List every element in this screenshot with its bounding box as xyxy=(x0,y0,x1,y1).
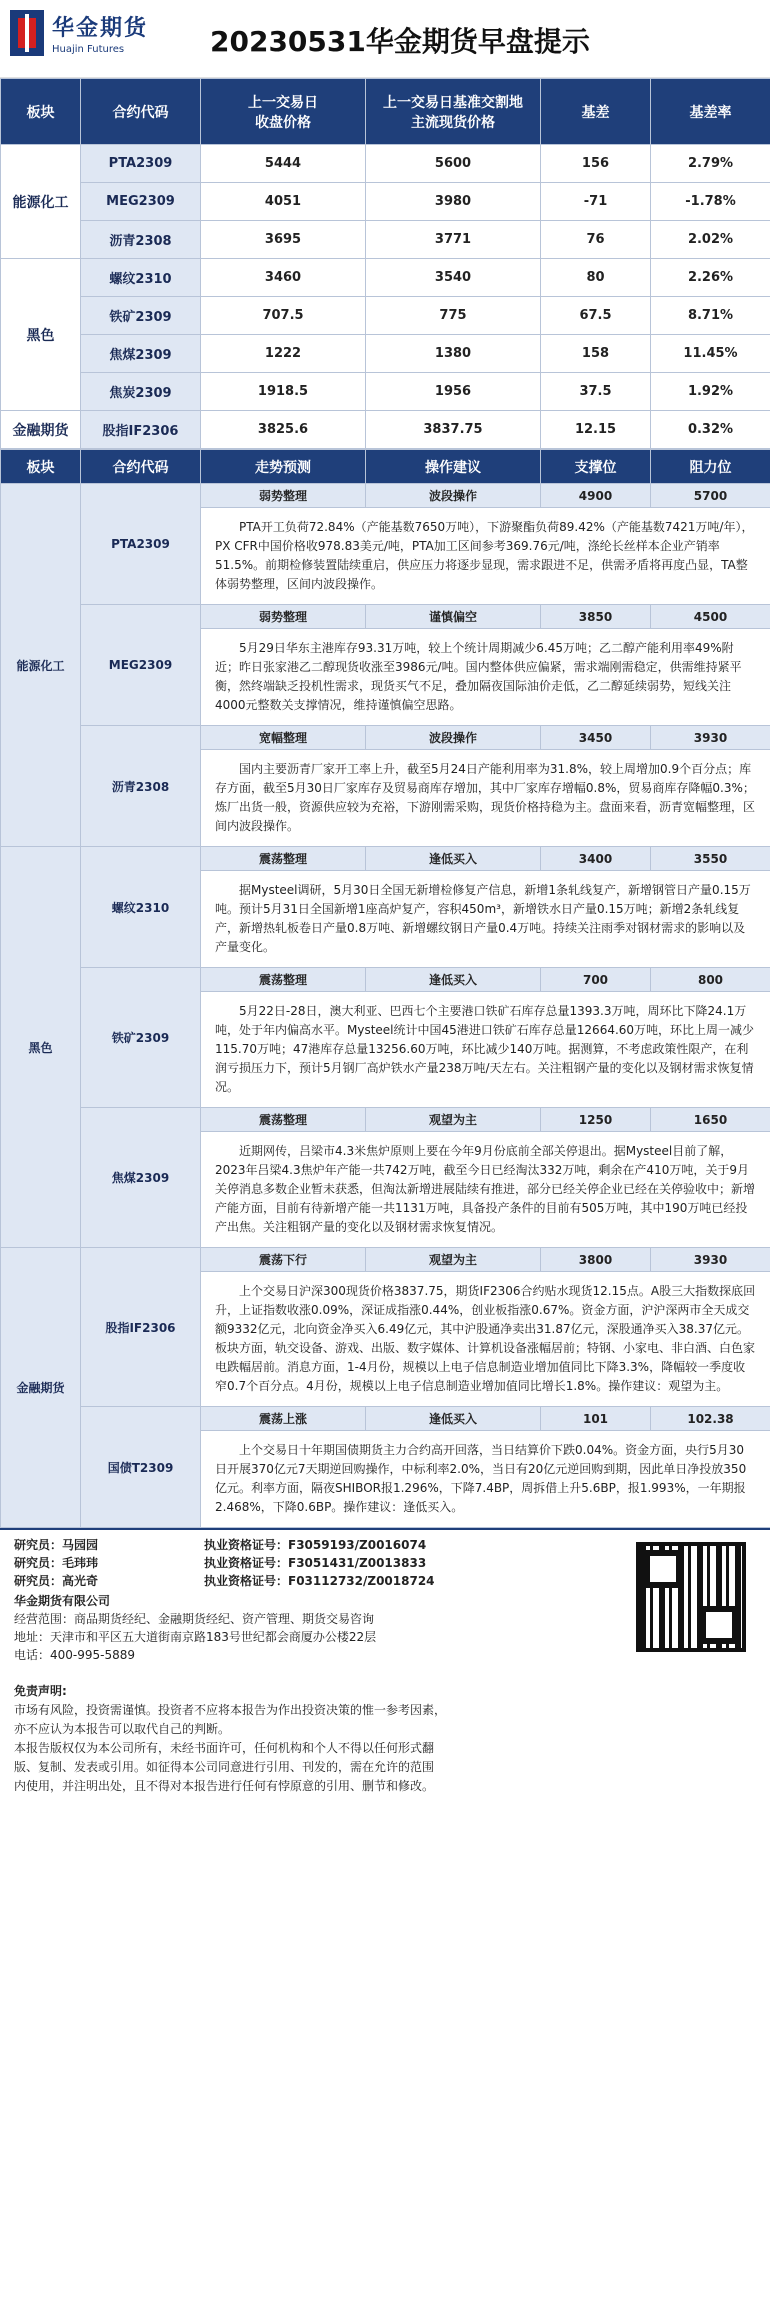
support-cell: 4900 xyxy=(541,484,651,508)
sector-cell: 金融期货 xyxy=(1,411,81,449)
spot-cell: 1380 xyxy=(366,335,541,373)
advice-strip-row xyxy=(1,847,770,871)
col-header: 板块 xyxy=(1,79,81,145)
trend-cell: 弱势整理 xyxy=(201,605,366,629)
advice-cell: 逢低买入 xyxy=(366,847,541,871)
analysis-text: 据Mysteel调研，5月30日全国无新增检修复产信息，新增1条轧线复产，新增钢管日产量0.15万吨。预计5月31日全国新增1座高炉复产，容积450m³，新增铁水日产量0.15万吨；新增2条轧线复产，新增热轧板卷日产量0.8万吨、新增螺纹钢日产量0.4万吨。持续关注雨季对钢材需求的影响以及产量变化。 xyxy=(201,871,770,968)
code-cell: 股指IF2306 xyxy=(81,411,201,449)
contract-code-cell: 螺纹2310 xyxy=(81,847,201,968)
support-cell: 700 xyxy=(541,968,651,992)
sector-cell: 黑色 xyxy=(1,847,81,1248)
advice-strip-row xyxy=(1,726,770,750)
resistance-cell: 800 xyxy=(651,968,770,992)
advice-strip-row xyxy=(1,605,770,629)
advice-strip-row xyxy=(1,1248,770,1272)
basis-row xyxy=(1,335,770,373)
close-cell: 1222 xyxy=(201,335,366,373)
basis-cell: 158 xyxy=(541,335,651,373)
advice-cell: 谨慎偏空 xyxy=(366,605,541,629)
contract-code-cell: 铁矿2309 xyxy=(81,968,201,1108)
rate-cell: 2.02% xyxy=(651,221,770,259)
code-cell: PTA2309 xyxy=(81,145,201,183)
company-address: 地址：天津市和平区五大道街南京路183号世纪都会商厦办公楼22层 xyxy=(14,1630,377,1644)
researcher-row: 研究员：马园园 执业资格证号：F3059193/Z0016074 xyxy=(14,1538,427,1552)
researcher-list xyxy=(14,1536,574,1664)
advice-strip-row xyxy=(1,968,770,992)
spot-cell: 1956 xyxy=(366,373,541,411)
close-cell: 4051 xyxy=(201,183,366,221)
close-cell: 3460 xyxy=(201,259,366,297)
spot-cell: 3540 xyxy=(366,259,541,297)
support-cell: 1250 xyxy=(541,1108,651,1132)
basis-row xyxy=(1,183,770,221)
business-scope: 经营范围：商品期货经纪、金融期货经纪、资产管理、期货交易咨询 xyxy=(14,1612,375,1626)
resistance-cell: 3550 xyxy=(651,847,770,871)
support-cell: 3850 xyxy=(541,605,651,629)
basis-cell: 37.5 xyxy=(541,373,651,411)
basis-cell: 76 xyxy=(541,221,651,259)
advice-cell: 逢低买入 xyxy=(366,968,541,992)
rate-cell: 1.92% xyxy=(651,373,770,411)
disclaimer-line: 亦不应认为本报告可以取代自己的判断。 xyxy=(14,1722,231,1736)
code-cell: 螺纹2310 xyxy=(81,259,201,297)
basis-cell: 67.5 xyxy=(541,297,651,335)
rate-cell: 8.71% xyxy=(651,297,770,335)
support-cell: 3400 xyxy=(541,847,651,871)
col-header: 上一交易日基准交割地 主流现货价格 xyxy=(366,79,541,145)
disclaimer xyxy=(14,1682,756,1796)
sector-cell: 能源化工 xyxy=(1,484,81,847)
resistance-cell: 102.38 xyxy=(651,1407,770,1431)
report-title: 20230531华金期货早盘提示 xyxy=(210,25,590,58)
col-header: 基差 xyxy=(541,79,651,145)
advice-cell: 逢低买入 xyxy=(366,1407,541,1431)
support-cell: 3800 xyxy=(541,1248,651,1272)
disclaimer-line: 本报告版权仅为本公司所有，未经书面许可，任何机构和个人不得以任何形式翻 xyxy=(14,1741,435,1755)
sector-cell: 金融期货 xyxy=(1,1248,81,1528)
analysis-text: PTA开工负荷72.84%（产能基数7650万吨），下游聚酯负荷89.42%（产能基数7421万吨/年），PX CFR中国价格收978.83美元/吨，PTA加工区间参考369.76元/吨，涤纶长丝样本企业产销率51.5%。前期检修装置陆续重启，供应压力将逐步显现，需求跟进不足，供需矛盾将再度凸显，TA整体弱势整理，区间内波段操作。 xyxy=(201,508,770,605)
resistance-cell: 1650 xyxy=(651,1108,770,1132)
support-cell: 101 xyxy=(541,1407,651,1431)
col-header: 板块 xyxy=(1,450,81,484)
trend-cell: 震荡整理 xyxy=(201,968,366,992)
researcher-row: 研究员：毛玮玮 执业资格证号：F3051431/Z0013833 xyxy=(14,1556,427,1570)
researcher-row: 研究员：高光奇 执业资格证号：F03112732/Z0018724 xyxy=(14,1574,435,1588)
rate-cell: 2.79% xyxy=(651,145,770,183)
contract-code-cell: 国债T2309 xyxy=(81,1407,201,1528)
analysis-text: 5月22日-28日，澳大利亚、巴西七个主要港口铁矿石库存总量1393.3万吨，周环比下降24.1万吨，处于年内偏高水平。Mysteel统计中国45港进口铁矿石库存总量12664.60万吨，环比上周一减少115.70万吨；47港库存总量13256.60万吨，环比减少140万吨。据测算，不考虑政策性限产，在利润亏损压力下，预计5月钢厂高炉铁水产量238万吨/天左右。关注粗钢产量的变化以及钢材需求恢复情况。 xyxy=(201,992,770,1108)
col-header: 合约代码 xyxy=(81,450,201,484)
company-logo xyxy=(10,10,148,56)
logo-cn: 华金期货 xyxy=(52,16,149,41)
contract-code-cell: PTA2309 xyxy=(81,484,201,605)
advice-cell: 波段操作 xyxy=(366,726,541,750)
spot-cell: 3837.75 xyxy=(366,411,541,449)
close-cell: 707.5 xyxy=(201,297,366,335)
close-cell: 3695 xyxy=(201,221,366,259)
rate-cell: -1.78% xyxy=(651,183,770,221)
spot-cell: 775 xyxy=(366,297,541,335)
company-name: 华金期货有限公司 xyxy=(14,1594,111,1608)
code-cell: 铁矿2309 xyxy=(81,297,201,335)
sector-cell: 能源化工 xyxy=(1,145,81,259)
disclaimer-line: 内使用，并注明出处，且不得对本报告进行任何有悖原意的引用、删节和修改。 xyxy=(14,1779,435,1793)
col-header: 上一交易日 收盘价格 xyxy=(201,79,366,145)
basis-cell: 156 xyxy=(541,145,651,183)
advice-strip-row xyxy=(1,1108,770,1132)
rate-cell: 0.32% xyxy=(651,411,770,449)
spot-cell: 3771 xyxy=(366,221,541,259)
sector-cell: 黑色 xyxy=(1,259,81,411)
col-header: 基差率 xyxy=(651,79,770,145)
close-cell: 1918.5 xyxy=(201,373,366,411)
basis-table xyxy=(0,78,770,449)
basis-row xyxy=(1,221,770,259)
basis-row xyxy=(1,259,770,297)
contract-code-cell: 沥青2308 xyxy=(81,726,201,847)
col-header: 合约代码 xyxy=(81,79,201,145)
advice-table xyxy=(0,449,770,1528)
contract-code-cell: 焦煤2309 xyxy=(81,1108,201,1248)
header xyxy=(0,0,770,78)
resistance-cell: 3930 xyxy=(651,726,770,750)
trend-cell: 震荡下行 xyxy=(201,1248,366,1272)
trend-cell: 震荡上涨 xyxy=(201,1407,366,1431)
disclaimer-title: 免责声明: xyxy=(14,1684,67,1698)
analysis-text: 5月29日华东主港库存93.31万吨，较上个统计周期减少6.45万吨；乙二醇产能利用率49%附近；昨日张家港乙二醇现货收涨至3986元/吨。国内整体供应偏紧，需求端刚需稳定，供需维持紧平衡，然终端缺乏投机性需求，现货买气不足，叠加隔夜国际油价走低，乙二醇延续弱势，短线关注4000元整数关支撑情况，维持谨慎偏空思路。 xyxy=(201,629,770,726)
resistance-cell: 5700 xyxy=(651,484,770,508)
advice-strip-row xyxy=(1,484,770,508)
advice-strip-row xyxy=(1,1407,770,1431)
resistance-cell: 4500 xyxy=(651,605,770,629)
trend-cell: 宽幅整理 xyxy=(201,726,366,750)
rate-cell: 11.45% xyxy=(651,335,770,373)
col-header: 支撑位 xyxy=(541,450,651,484)
logo-en: Huajin Futures xyxy=(52,44,125,55)
basis-cell: 12.15 xyxy=(541,411,651,449)
advice-cell: 波段操作 xyxy=(366,484,541,508)
col-header: 走势预测 xyxy=(201,450,366,484)
basis-row xyxy=(1,297,770,335)
code-cell: 焦煤2309 xyxy=(81,335,201,373)
support-cell: 3450 xyxy=(541,726,651,750)
disclaimer-line: 版、复制、发表或引用。如征得本公司同意进行引用、刊发的，需在允许的范围 xyxy=(14,1760,435,1774)
analysis-text: 国内主要沥青厂家开工率上升，截至5月24日产能利用率为31.8%，较上周增加0.9个百分点；库存方面，截至5月30日厂家库存及贸易商库存增加，其中厂家库存增幅0.8%，贸易商库存降幅0.3%；炼厂出货一般，资源供应较为充裕，下游刚需采购，现货价格持稳为主。盘面来看，沥青宽幅整理，区间内波段操作。 xyxy=(201,750,770,847)
disclaimer-line: 市场有风险，投资需谨慎。投资者不应将本报告为作出投资决策的惟一参考因素， xyxy=(14,1703,447,1717)
basis-cell: -71 xyxy=(541,183,651,221)
close-cell: 5444 xyxy=(201,145,366,183)
advice-cell: 观望为主 xyxy=(366,1248,541,1272)
basis-table-header xyxy=(1,79,770,145)
contract-code-cell: 股指IF2306 xyxy=(81,1248,201,1407)
code-cell: MEG2309 xyxy=(81,183,201,221)
company-phone: 电话：400-995-5889 xyxy=(14,1648,136,1662)
code-cell: 焦炭2309 xyxy=(81,373,201,411)
contract-code-cell: MEG2309 xyxy=(81,605,201,726)
analysis-text: 近期网传，吕梁市4.3米焦炉原则上要在今年9月份底前全部关停退出。据Mysteel目前了解，2023年吕梁4.3焦炉年产能一共742万吨，截至今日已经淘汰332万吨，剩余在产410万吨，关于9月关停消息多数企业暂未获悉，但淘汰新增进展陆续有推进，部分已经关停企业已经在关停验收中；新增产能方面，目前有待新增产能一共1131万吨，具备投产条件的目前有505万吨，其中190万吨已经投产出焦。关注粗钢产量的变化以及钢材需求恢复情况。 xyxy=(201,1132,770,1248)
col-header: 阻力位 xyxy=(651,450,770,484)
qr-code-icon xyxy=(636,1542,746,1652)
spot-cell: 3980 xyxy=(366,183,541,221)
advice-table-header xyxy=(1,450,770,484)
close-cell: 3825.6 xyxy=(201,411,366,449)
rate-cell: 2.26% xyxy=(651,259,770,297)
basis-row xyxy=(1,145,770,183)
basis-cell: 80 xyxy=(541,259,651,297)
trend-cell: 震荡整理 xyxy=(201,847,366,871)
logo-mark-icon xyxy=(10,10,44,56)
col-header: 操作建议 xyxy=(366,450,541,484)
resistance-cell: 3930 xyxy=(651,1248,770,1272)
basis-row xyxy=(1,373,770,411)
trend-cell: 震荡整理 xyxy=(201,1108,366,1132)
trend-cell: 弱势整理 xyxy=(201,484,366,508)
spot-cell: 5600 xyxy=(366,145,541,183)
footer xyxy=(0,1528,770,1802)
basis-row xyxy=(1,411,770,449)
analysis-text: 上个交易日沪深300现货价格3837.75，期货IF2306合约贴水现货12.15点。A股三大指数探底回升，上证指数收涨0.09%，深证成指涨0.44%，创业板指涨0.67%。资金方面，沪沪深两市全天成交额9332亿元，北向资金净买入6.49亿元，其中沪股通净卖出31.87亿元，深股通净买入38.37亿元。板块方面，轨交设备、游戏、出版、数字媒体、计算机设备涨幅居前；特钢、小家电、非白酒、白色家电跌幅居前。消息方面，1-4月份，规模以上电子信息制造业增加值同比下降3.3%，降幅较一季度收窄0.7个百分点。4月份，规模以上电子信息制造业增加值同比增长1.8%。操作建议：观望为主。 xyxy=(201,1272,770,1407)
advice-cell: 观望为主 xyxy=(366,1108,541,1132)
analysis-text: 上个交易日十年期国债期货主力合约高开回落，当日结算价下跌0.04%。资金方面，央行5月30日开展370亿元7天期逆回购操作，中标利率2.0%，当日有20亿元逆回购到期，因此单日净投放350亿元。利率方面，隔夜SHIBOR报1.296%，下降7.4BP，周拆借上升5.6BP，报1.993%，一年期报2.468%，下降0.6BP。操作建议：逢低买入。 xyxy=(201,1431,770,1528)
code-cell: 沥青2308 xyxy=(81,221,201,259)
